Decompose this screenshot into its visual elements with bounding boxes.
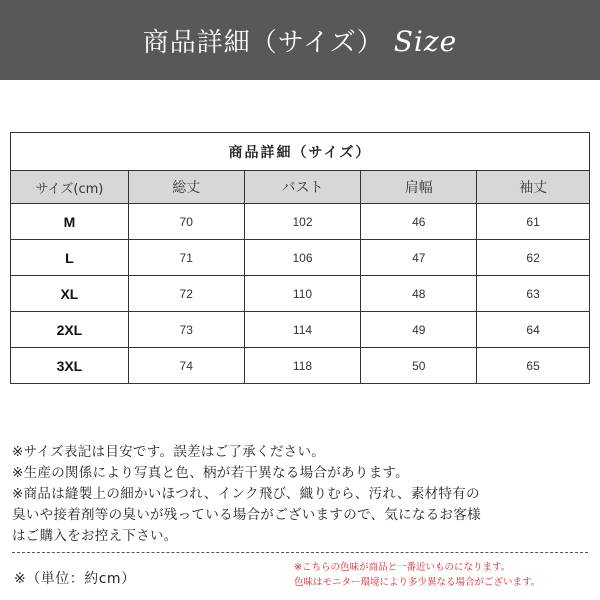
sleeve-value: 61 bbox=[477, 204, 590, 240]
color-note-line: ※こちらの色味が商品と一番近いものになります。 bbox=[294, 562, 511, 573]
size-label: 2XL bbox=[11, 312, 129, 348]
shoulder-value: 49 bbox=[361, 312, 477, 348]
bust-value: 102 bbox=[244, 204, 361, 240]
shoulder-value: 48 bbox=[361, 276, 477, 312]
size-label: XL bbox=[11, 276, 129, 312]
sleeve-value: 64 bbox=[477, 312, 590, 348]
length-value: 72 bbox=[128, 276, 244, 312]
table-row bbox=[11, 240, 590, 276]
sleeve-value: 65 bbox=[477, 348, 590, 384]
banner-subtitle: Size bbox=[393, 24, 458, 58]
table-header-row bbox=[11, 171, 590, 204]
sleeve-value: 62 bbox=[477, 240, 590, 276]
bust-value: 114 bbox=[244, 312, 361, 348]
size-label: M bbox=[11, 204, 129, 240]
length-value: 70 bbox=[128, 204, 244, 240]
notes-block bbox=[12, 442, 592, 547]
note-line: ※商品は縫製上の細かいほつれ、インク飛び、織りむら、汚れ、素材特有の bbox=[12, 486, 480, 502]
color-note bbox=[294, 560, 594, 590]
note-line: ※サイズ表記は目安です。誤差はご了承ください。 bbox=[12, 444, 326, 460]
bust-value: 110 bbox=[244, 276, 361, 312]
note-line: 臭いや接着剤等の臭いが残っている場合がございますので、気になるお客様 bbox=[12, 507, 481, 523]
size-table bbox=[10, 132, 590, 384]
length-value: 74 bbox=[128, 348, 244, 384]
table-row bbox=[11, 276, 590, 312]
length-value: 73 bbox=[128, 312, 244, 348]
banner-title: 商品詳細（サイズ） bbox=[142, 27, 384, 58]
shoulder-value: 50 bbox=[361, 348, 477, 384]
shoulder-value: 46 bbox=[361, 204, 477, 240]
size-label: L bbox=[11, 240, 129, 276]
unit-note: ※（単位：約cm） bbox=[14, 571, 136, 587]
length-value: 71 bbox=[128, 240, 244, 276]
sleeve-value: 63 bbox=[477, 276, 590, 312]
header-shoulder: 肩幅 bbox=[361, 171, 477, 204]
note-line: ※生産の関係により写真と色、柄が若干異なる場合があります。 bbox=[12, 465, 409, 481]
table-caption: 商品詳細（サイズ） bbox=[11, 133, 590, 171]
header-bust: バスト bbox=[244, 171, 361, 204]
header-size: サイズ(cm) bbox=[11, 171, 129, 204]
note-line: はご購入をお控え下さい。 bbox=[12, 528, 178, 544]
header-sleeve: 袖丈 bbox=[477, 171, 590, 204]
size-label: 3XL bbox=[11, 348, 129, 384]
dashed-divider bbox=[12, 552, 588, 553]
shoulder-value: 47 bbox=[361, 240, 477, 276]
table-row bbox=[11, 204, 590, 240]
table-row bbox=[11, 348, 590, 384]
header-length: 総丈 bbox=[128, 171, 244, 204]
bust-value: 118 bbox=[244, 348, 361, 384]
title-banner bbox=[0, 0, 600, 80]
banner-heading bbox=[143, 22, 457, 59]
table-row bbox=[11, 312, 590, 348]
bust-value: 106 bbox=[244, 240, 361, 276]
color-note-line: 色味はモニター環境により多少異なる場合がございます。 bbox=[294, 577, 541, 588]
